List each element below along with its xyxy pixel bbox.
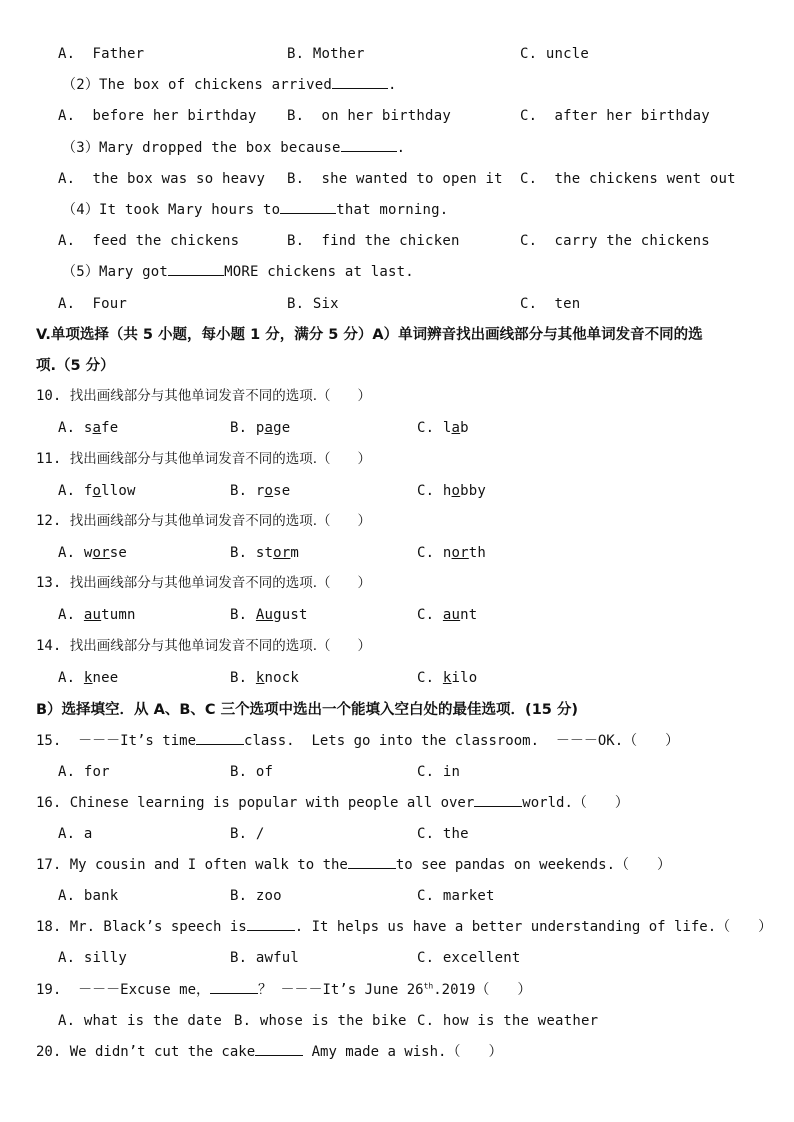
- answer-blank: [196, 731, 244, 745]
- underlined-letters: or: [92, 545, 110, 561]
- question-stem: 16. Chinese learning is popular with people all over: [36, 795, 475, 811]
- question-number: 12.: [36, 513, 62, 529]
- option-a: [58, 481, 136, 501]
- option-label: C.: [417, 607, 443, 623]
- option-label: C.: [417, 545, 443, 561]
- option-c: C. in: [417, 764, 461, 780]
- option-a: A. feed the chickens: [58, 233, 240, 249]
- option-b: B. Six: [287, 296, 339, 312]
- question-stem-end: .2019（ ）: [433, 982, 532, 998]
- option-b: [230, 668, 299, 688]
- option-label: A.: [58, 483, 84, 499]
- option-a: [58, 605, 136, 625]
- question-18: [36, 917, 772, 937]
- option-label: B.: [230, 670, 256, 686]
- option-a: A. what is the date: [58, 1013, 222, 1029]
- question-stem: 15. －－－It’s time: [36, 733, 197, 749]
- option-post: gust: [273, 607, 308, 623]
- option-post: nee: [92, 670, 119, 686]
- option-a: A. silly: [58, 950, 128, 966]
- option-b: B. Mother: [287, 46, 365, 62]
- section-heading-cont: 项.（5 分）: [36, 358, 115, 374]
- option-b: [230, 481, 290, 501]
- option-c: C. market: [417, 888, 495, 904]
- underlined-letters: a: [92, 420, 102, 436]
- option-pre: f: [83, 483, 93, 499]
- underlined-letters: Au: [255, 607, 274, 623]
- question-stem: 找出画线部分与其他单词发音不同的选项.（ ）: [69, 451, 372, 467]
- question-stem: 找出画线部分与其他单词发音不同的选项.（ ）: [69, 388, 372, 404]
- option-post: th: [468, 545, 487, 561]
- question-end: .: [396, 140, 406, 156]
- answer-blank: [332, 75, 388, 89]
- answer-blank: [247, 917, 295, 931]
- question-stem: 找出画线部分与其他单词发音不同的选项.（ ）: [69, 638, 372, 654]
- option-post: nt: [460, 607, 478, 623]
- ordinal-suffix: th: [423, 981, 434, 991]
- option-a: A. a: [58, 826, 93, 842]
- option-label: B.: [230, 607, 256, 623]
- option-label: B.: [230, 545, 256, 561]
- option-pre: w: [83, 545, 93, 561]
- option-label: C.: [417, 670, 443, 686]
- question-stem: 18. Mr. Black’s speech is: [36, 919, 247, 935]
- option-label: A.: [58, 545, 84, 561]
- question-4: [62, 200, 448, 220]
- underlined-letters: o: [451, 483, 461, 499]
- answer-blank: [168, 262, 224, 276]
- option-c: C. ten: [520, 296, 581, 312]
- question-stem-rest: class. Lets go into the classroom. －－－OK.（ ）: [244, 733, 680, 749]
- option-post: se: [273, 483, 291, 499]
- option-pre: n: [442, 545, 452, 561]
- option-b: B. /: [230, 826, 265, 842]
- option-a: A. before her birthday: [58, 108, 257, 124]
- question-5: [62, 262, 414, 282]
- option-c: C. how is the weather: [417, 1013, 599, 1029]
- option-b: B. whose is the bike: [234, 1013, 407, 1029]
- option-b: B. awful: [230, 950, 300, 966]
- option-b: B. she wanted to open it: [287, 171, 503, 187]
- question-number: 13.: [36, 575, 62, 591]
- question-number: 10.: [36, 388, 62, 404]
- option-a: A. Father: [58, 46, 145, 62]
- question-end: MORE chickens at last.: [224, 264, 414, 280]
- answer-blank: [348, 855, 396, 869]
- option-post: fe: [101, 420, 119, 436]
- question-20: [36, 1042, 502, 1062]
- option-b: B. zoo: [230, 888, 282, 904]
- option-pre: st: [255, 545, 274, 561]
- option-label: A.: [58, 670, 84, 686]
- option-pre: s: [83, 420, 93, 436]
- underlined-letters: k: [442, 670, 452, 686]
- option-pre: h: [442, 483, 452, 499]
- option-a: [58, 668, 118, 688]
- question-stem: 找出画线部分与其他单词发音不同的选项.（ ）: [69, 575, 372, 591]
- option-c: [417, 605, 477, 625]
- question-stem: （5）Mary got: [62, 264, 169, 280]
- option-c: [417, 543, 486, 563]
- option-b: B. find the chicken: [287, 233, 460, 249]
- underlined-letters: o: [264, 483, 274, 499]
- question-2: [62, 75, 397, 95]
- option-post: se: [109, 545, 128, 561]
- question-14: [36, 636, 371, 656]
- option-c: [417, 418, 469, 438]
- question-number: 14.: [36, 638, 62, 654]
- question-10: [36, 386, 371, 406]
- question-stem-rest: to see pandas on weekends.（ ）: [395, 857, 672, 873]
- question-stem: 20. We didn’t cut the cake: [36, 1044, 256, 1060]
- option-a: A. Four: [58, 296, 128, 312]
- option-b: [230, 543, 299, 563]
- option-pre: r: [255, 483, 265, 499]
- underlined-letters: k: [83, 670, 93, 686]
- option-b: B. of: [230, 764, 274, 780]
- option-label: B.: [230, 420, 256, 436]
- question-stem: 17. My cousin and I often walk to the: [36, 857, 348, 873]
- question-stem-rest: ？ －－－It’s June 26: [258, 982, 424, 998]
- question-stem: 19. －－－Excuse me，: [36, 982, 211, 998]
- option-a: A. bank: [58, 888, 119, 904]
- option-a: [58, 418, 118, 438]
- option-a: A. the box was so heavy: [58, 171, 266, 187]
- option-c: C. the: [417, 826, 469, 842]
- question-stem: 找出画线部分与其他单词发音不同的选项.（ ）: [69, 513, 372, 529]
- option-label: C.: [417, 420, 443, 436]
- question-stem-rest: . It helps us have a better understanding of life.（ ）: [294, 919, 773, 935]
- option-post: ilo: [451, 670, 478, 686]
- option-c: [417, 481, 486, 501]
- question-15: [36, 731, 679, 751]
- option-c: [417, 668, 477, 688]
- option-pre: l: [442, 420, 452, 436]
- question-stem: （3）Mary dropped the box because: [62, 140, 341, 156]
- answer-blank: [280, 200, 336, 214]
- question-end: .: [388, 77, 397, 93]
- option-a: A. for: [58, 764, 110, 780]
- question-number: 11.: [36, 451, 62, 467]
- option-c: C. excellent: [417, 950, 521, 966]
- question-17: [36, 855, 671, 875]
- question-stem: （4）It took Mary hours to: [62, 202, 281, 218]
- option-label: B.: [230, 483, 256, 499]
- underlined-letters: au: [442, 607, 461, 623]
- option-label: A.: [58, 420, 84, 436]
- underlined-letters: a: [451, 420, 461, 436]
- option-post: bby: [460, 483, 487, 499]
- answer-blank: [341, 138, 397, 152]
- underlined-letters: o: [92, 483, 102, 499]
- question-12: [36, 511, 371, 531]
- section-heading: V.单项选择（共 5 小题，每小题 1 分，满分 5 分）A）单词辨音找出画线部分与其他单词发音不同的选: [36, 327, 703, 343]
- question-13: [36, 573, 371, 593]
- underlined-letters: or: [451, 545, 469, 561]
- option-post: nock: [264, 670, 300, 686]
- option-b: B. on her birthday: [287, 108, 451, 124]
- question-3: [62, 138, 405, 158]
- option-a: [58, 543, 127, 563]
- underlined-letters: k: [255, 670, 265, 686]
- option-c: C. uncle: [520, 46, 590, 62]
- underlined-letters: a: [264, 420, 274, 436]
- option-label: C.: [417, 483, 443, 499]
- question-stem-rest: Amy made a wish.（ ）: [303, 1044, 503, 1060]
- option-post: b: [460, 420, 469, 436]
- underlined-letters: au: [83, 607, 102, 623]
- option-b: [230, 605, 308, 625]
- option-pre: p: [255, 420, 265, 436]
- option-post: llow: [101, 483, 136, 499]
- option-post: m: [290, 545, 300, 561]
- answer-blank: [210, 980, 258, 994]
- option-label: A.: [58, 607, 84, 623]
- answer-blank: [474, 793, 522, 807]
- option-c: C. after her birthday: [520, 108, 710, 124]
- underlined-letters: or: [273, 545, 291, 561]
- option-c: C. the chickens went out: [520, 171, 736, 187]
- question-19: [36, 980, 531, 1000]
- option-post: ge: [273, 420, 291, 436]
- question-end: that morning.: [336, 202, 449, 218]
- option-c: C. carry the chickens: [520, 233, 710, 249]
- question-stem: （2）The box of chickens arrived: [62, 77, 333, 93]
- question-11: [36, 449, 371, 469]
- answer-blank: [255, 1042, 303, 1056]
- option-b: [230, 418, 290, 438]
- question-stem-rest: world.（ ）: [522, 795, 629, 811]
- section-b-heading: B）选择填空．从 A、B、C 三个选项中选出一个能填入空白处的最佳选项．(15 分): [36, 702, 579, 718]
- option-post: tumn: [101, 607, 136, 623]
- question-16: [36, 793, 629, 813]
